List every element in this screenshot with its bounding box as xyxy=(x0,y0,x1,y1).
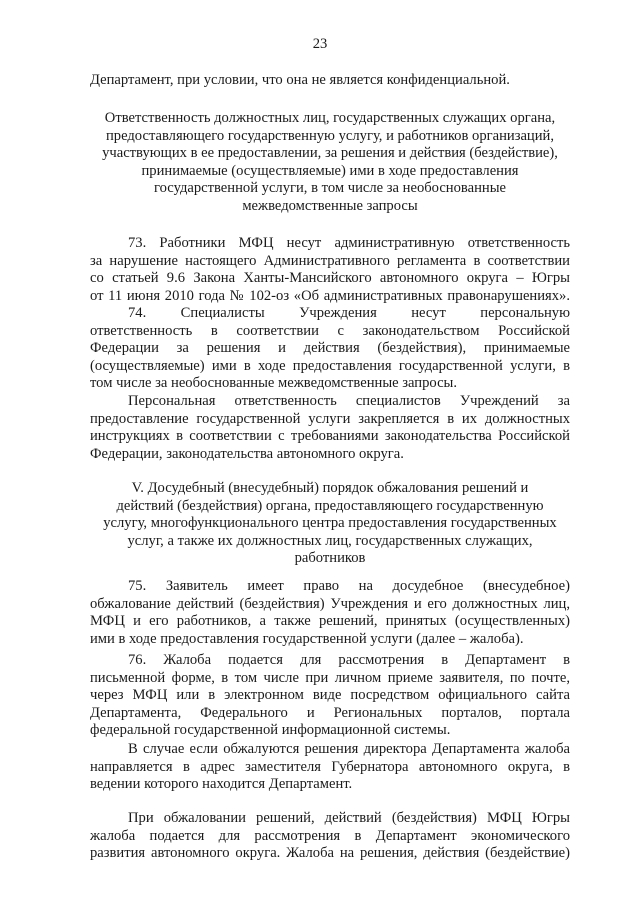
text-line: ими в ходе предоставления государственной услуги (далее – жалоба). xyxy=(90,630,524,647)
text-line: В случае если обжалуются решения директора Департамента жалоба xyxy=(128,741,570,757)
text-line: Департамента, Федерального и Региональных порталов, портала xyxy=(90,704,570,721)
text-line: При обжаловании решений, действий (бездействия) МФЦ Югры xyxy=(128,810,570,826)
text-line: через МФЦ или в электронном виде посредством официального сайта xyxy=(90,687,570,704)
heading-line: участвующих в ее предоставлении, за решения и действия (бездействие), xyxy=(102,145,558,162)
text-line: 73. Работники МФЦ несут административную ответственность xyxy=(128,235,570,251)
text-line: предоставление государственной услуги закрепляется в их должностных xyxy=(90,410,570,427)
text-line: обжалование действий (бездействия) Учреждения и его должностных лиц, xyxy=(90,595,570,612)
paragraph-75 xyxy=(90,578,570,648)
heading-line: государственной услуги, в том числе за необоснованные xyxy=(154,180,506,197)
heading-line: услугу, многофункционального центра предоставления государственных xyxy=(103,515,557,532)
text-line: (осуществляемые) ими в ходе предоставления государственной услуги, в xyxy=(90,357,570,374)
text-line: федеральной государственной информационной системы. xyxy=(90,722,451,739)
heading-line: предоставляющего государственную услугу, и работников организаций, xyxy=(105,127,555,144)
text-line: жалоба подается для рассмотрения в Департамент экономического xyxy=(90,827,570,844)
text-line: Персональная ответственность специалистов Учреждений за xyxy=(128,393,570,409)
text-line: со статьей 9.6 Закона Ханты-Мансийского автономного округа – Югры xyxy=(90,270,570,287)
paragraph-76 xyxy=(90,652,570,740)
text-line: Федерации, законодательства автономного округа. xyxy=(90,445,404,462)
text-line: развития автономного округа. Жалоба на решения, действия (бездействие) xyxy=(90,845,570,862)
paragraph-mfc-complaint xyxy=(90,810,570,863)
paragraph-73 xyxy=(90,235,570,305)
heading-line: принимаемые (осуществляемые) ими в ходе предоставления xyxy=(141,162,519,179)
text-line: письменной форме, в том числе при личном приеме заявителя, по почте, xyxy=(90,669,570,686)
text-line: ответственность в соответствии с законодательством Российской xyxy=(90,322,570,339)
text-line: 75. Заявитель имеет право на досудебное (внесудебное) xyxy=(128,578,570,594)
paragraph-personal-responsibility xyxy=(90,393,570,463)
text-line: от 11 июня 2010 года № 102-оз «Об административных правонарушениях». xyxy=(90,287,570,304)
text-line: 76. Жалоба подается для рассмотрения в Департамент в xyxy=(128,652,570,668)
text-line: 74. Специалисты Учреждения несут персональную xyxy=(128,305,570,321)
text-line: за нарушение настоящего Административного регламента в соответствии xyxy=(90,252,570,269)
heading-line: работников xyxy=(294,550,366,567)
heading-line: межведомственные запросы xyxy=(242,197,418,214)
text-line: ведении которого находится Департамент. xyxy=(90,776,353,793)
intro-paragraph xyxy=(90,72,570,90)
heading-line: услуг, а также их должностных лиц, государственных служащих, xyxy=(127,532,533,549)
text-line: направляется в адрес заместителя Губернатора автономного округа, в xyxy=(90,758,570,775)
paragraph-74 xyxy=(90,305,570,393)
section-heading-v xyxy=(90,480,570,568)
page-number: 23 xyxy=(312,36,328,52)
text-line: инструкциях в соответствии с требованиями законодательства Российской xyxy=(90,428,570,445)
text-line: том числе за необоснованные межведомственные запросы. xyxy=(90,375,457,392)
heading-line: действий (бездействия) органа, предоставляющего государственную xyxy=(116,497,544,514)
section-heading-responsibility xyxy=(90,110,570,216)
heading-line: V. Досудебный (внесудебный) порядок обжалования решений и xyxy=(131,480,529,496)
text-line: Федерации за решения и действия (бездействия), принимаемые xyxy=(90,340,570,357)
heading-line: Ответственность должностных лиц, государственных служащих органа, xyxy=(104,110,556,126)
text-line: Департамент, при условии, что она не является конфиденциальной. xyxy=(90,72,510,88)
paragraph-director-complaint xyxy=(90,741,570,794)
text-line: МФЦ и его работников, а также решений, принятых (осуществленных) xyxy=(90,613,570,630)
